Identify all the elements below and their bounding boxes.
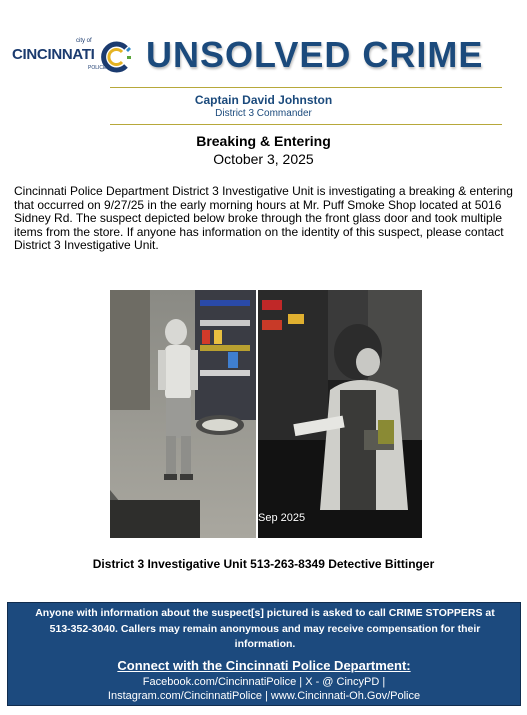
surveillance-photo-store-floor	[110, 290, 256, 538]
surveillance-photo-counter	[258, 290, 422, 538]
logo-city-of: city of	[76, 38, 92, 44]
camera-timestamp: Sep 2025	[258, 512, 306, 524]
crime-date: October 3, 2025	[213, 151, 314, 167]
crime-stoppers-footer	[7, 602, 521, 706]
case-description: Cincinnati Police Department District 3 Investigative Unit is investigating a breaking & entering that occurred on 9/27/25 in the early morning hours at Mr. Puff Smoke Shop located at 5016 Sidney Rd. The suspect depicted below broke through the front glass door and took multiple items from the store. If anyone has information on the identity of this suspect, please contact District 3 Investigative Unit.	[14, 184, 513, 252]
social-links-line-1: Facebook.com/CincinnatiPolice | X - @ CincyPD |	[142, 676, 386, 688]
crime-stoppers-notice: Anyone with information about the suspect[s] pictured is asked to call CRIME STOPPERS at 513-352-3040. Callers may remain anonymous and may receive compensation for their information.	[35, 607, 495, 650]
social-links-line-2: Instagram.com/CincinnatiPolice | www.Cincinnati-Oh.Gov/Police	[107, 690, 421, 702]
page-title: UNSOLVED CRIME	[146, 34, 484, 75]
divider-bottom	[110, 124, 502, 125]
cincinnati-c-logo-icon	[100, 41, 132, 73]
investigator-contact: District 3 Investigative Unit 513-263-8349 Detective Bittinger	[92, 557, 435, 571]
commander-name: Captain David Johnston	[194, 93, 333, 107]
surveillance-photos	[110, 290, 422, 538]
divider-top	[110, 87, 502, 88]
crime-type: Breaking & Entering	[196, 133, 331, 149]
social-links	[8, 675, 520, 703]
commander-title: District 3 Commander	[215, 108, 312, 119]
logo-wordmark: CINCINNATI	[12, 46, 95, 63]
header	[0, 28, 527, 83]
connect-heading: Connect with the Cincinnati Police Department:	[117, 658, 411, 673]
cincinnati-police-logo	[12, 38, 142, 78]
logo-police: POLICE	[88, 65, 107, 71]
